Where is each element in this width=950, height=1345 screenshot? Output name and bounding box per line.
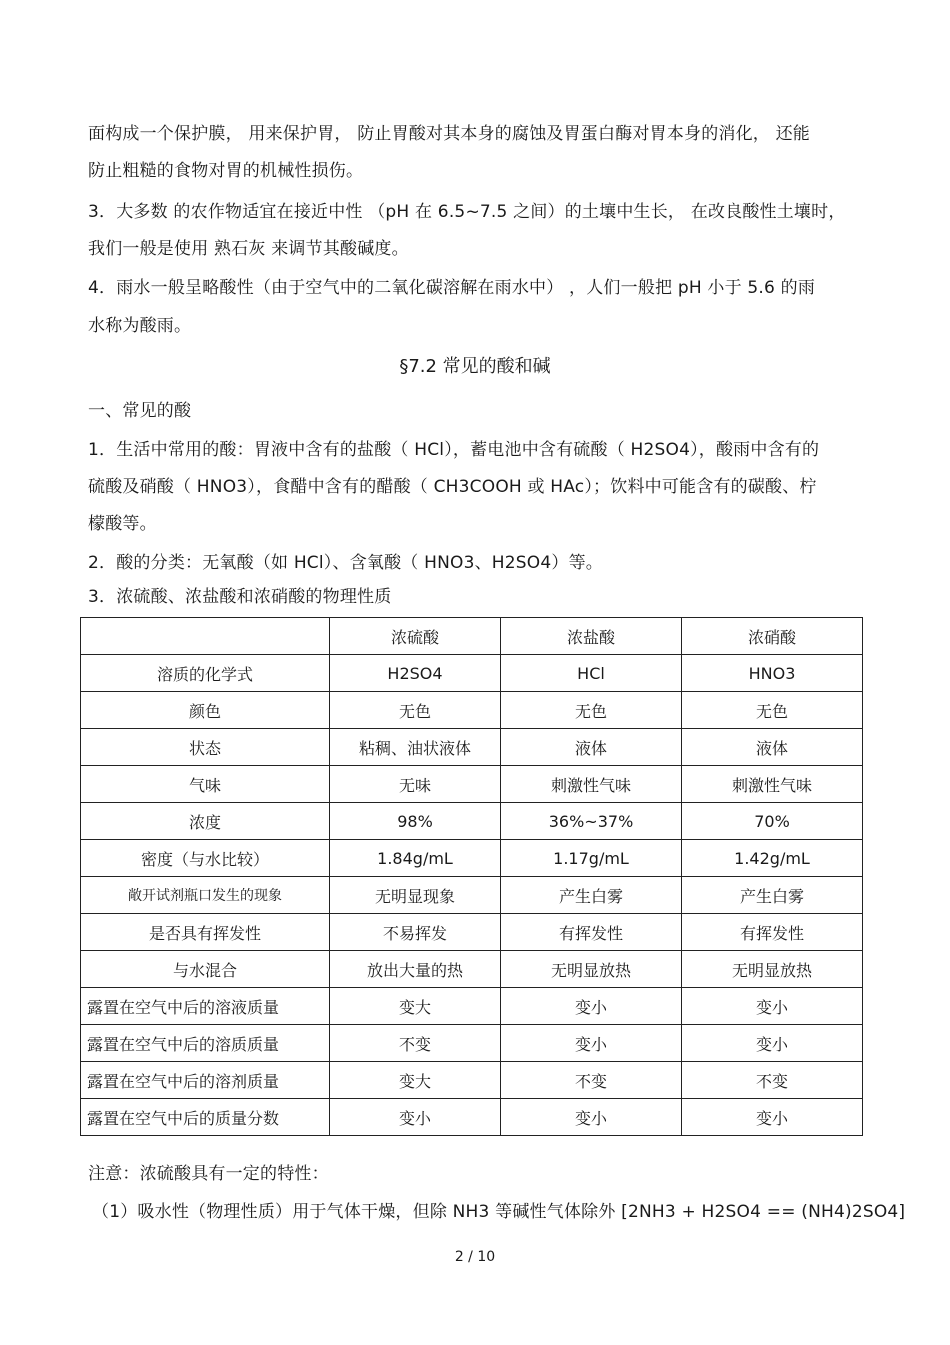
row-label-cell: 露置在空气中后的质量分数	[81, 1099, 330, 1136]
table-row	[81, 1099, 863, 1136]
table-row	[81, 692, 863, 729]
table-cell: 刺激性气味	[501, 766, 682, 803]
table-body	[81, 618, 863, 1136]
table-row	[81, 914, 863, 951]
table-cell: 变小	[682, 1099, 863, 1136]
table-cell: 不变	[682, 1062, 863, 1099]
table-cell: HNO3	[682, 655, 863, 692]
table-row	[81, 766, 863, 803]
paragraph-line: 面构成一个保护膜， 用来保护胃， 防止胃酸对其本身的腐蚀及胃蛋白酶对胃本身的消化， 还能	[88, 124, 811, 144]
table-row	[81, 988, 863, 1025]
table-cell: 变小	[501, 988, 682, 1025]
table-cell: 产生白雾	[682, 877, 863, 914]
row-label-cell: 状态	[81, 729, 330, 766]
paragraph-line: 防止粗糙的食物对胃的机械性损伤。	[88, 161, 364, 181]
row-label-cell: 浓度	[81, 803, 330, 840]
row-label-cell: 与水混合	[81, 951, 330, 988]
table-row	[81, 1062, 863, 1099]
table-cell: 1.42g/mL	[682, 840, 863, 877]
table-cell: 1.84g/mL	[330, 840, 501, 877]
table-cell: 变小	[501, 1025, 682, 1062]
table-row	[81, 1025, 863, 1062]
paragraph-line: 水称为酸雨。	[88, 316, 192, 336]
table-cell: 无味	[330, 766, 501, 803]
table-cell: 变小	[682, 988, 863, 1025]
section-title: §7.2 常见的酸和碱	[399, 356, 551, 377]
table-cell: 变小	[330, 1099, 501, 1136]
table-cell: 无明显现象	[330, 877, 501, 914]
row-label-cell: 露置在空气中后的溶液质量	[81, 988, 330, 1025]
row-label-cell: 颜色	[81, 692, 330, 729]
acid-properties-table	[80, 617, 863, 1136]
table-header-cell: 浓硝酸	[682, 618, 863, 655]
table-cell: 刺激性气味	[682, 766, 863, 803]
paragraph-line: 2．酸的分类：无氧酸（如 HCl）、含氧酸（ HNO3、H2SO4）等。	[88, 553, 603, 573]
table-row	[81, 729, 863, 766]
row-label-cell: 敞开试剂瓶口发生的现象	[81, 877, 330, 914]
table-cell: 无色	[330, 692, 501, 729]
paragraph-line: 檬酸等。	[88, 514, 157, 534]
table-cell: 不变	[330, 1025, 501, 1062]
note-line: 注意：浓硫酸具有一定的特性：	[88, 1164, 329, 1184]
table-cell: 变大	[330, 988, 501, 1025]
table-row	[81, 803, 863, 840]
table-header-cell	[81, 618, 330, 655]
table-cell: 变小	[501, 1099, 682, 1136]
table-row	[81, 877, 863, 914]
table-header-row	[81, 618, 863, 655]
table-cell: 有挥发性	[501, 914, 682, 951]
table-cell: 无色	[682, 692, 863, 729]
table-cell: 液体	[501, 729, 682, 766]
row-label-cell: 是否具有挥发性	[81, 914, 330, 951]
table-row	[81, 840, 863, 877]
table-cell: 36%~37%	[501, 803, 682, 840]
paragraph-line: 我们一般是使用 熟石灰 来调节其酸碱度。	[88, 239, 409, 259]
table-cell: 变小	[682, 1025, 863, 1062]
table-cell: 70%	[682, 803, 863, 840]
paragraph-line: 4．雨水一般呈略酸性（由于空气中的二氧化碳溶解在雨水中） ，人们一般把 pH 小于 5.6 的雨	[88, 278, 816, 298]
row-label-cell: 密度（与水比较）	[81, 840, 330, 877]
table-cell: 1.17g/mL	[501, 840, 682, 877]
row-label-cell: 露置在空气中后的溶剂质量	[81, 1062, 330, 1099]
table-header-cell: 浓硫酸	[330, 618, 501, 655]
table-cell: 不变	[501, 1062, 682, 1099]
table-header-cell: 浓盐酸	[501, 618, 682, 655]
table-cell: 无明显放热	[682, 951, 863, 988]
table-cell: 变大	[330, 1062, 501, 1099]
subsection-heading: 一、常见的酸	[88, 401, 192, 421]
table-cell: 98%	[330, 803, 501, 840]
table-row	[81, 655, 863, 692]
table-row	[81, 951, 863, 988]
paragraph-line: 硫酸及硝酸（ HNO3），食醋中含有的醋酸（ CH3COOH 或 HAc）；饮料中可能含有的碳酸、柠	[88, 477, 817, 497]
table-cell: 有挥发性	[682, 914, 863, 951]
row-label-cell: 露置在空气中后的溶质质量	[81, 1025, 330, 1062]
table-cell: 放出大量的热	[330, 951, 501, 988]
row-label-cell: 气味	[81, 766, 330, 803]
table-cell: 无明显放热	[501, 951, 682, 988]
paragraph-line: 1．生活中常用的酸：胃液中含有的盐酸（ HCl），蓄电池中含有硫酸（ H2SO4），酸雨中含有的	[88, 440, 820, 460]
table-cell: H2SO4	[330, 655, 501, 692]
table-cell: 粘稠、油状液体	[330, 729, 501, 766]
page-number: 2 / 10	[454, 1249, 496, 1265]
table-cell: 产生白雾	[501, 877, 682, 914]
table-cell: 无色	[501, 692, 682, 729]
table-cell: 液体	[682, 729, 863, 766]
paragraph-line: 3．大多数 的农作物适宜在接近中性 （pH 在 6.5~7.5 之间）的土壤中生长， 在改良酸性土壤时，	[88, 202, 846, 222]
paragraph-line: 3．浓硫酸、浓盐酸和浓硝酸的物理性质	[88, 587, 392, 607]
table-cell: 不易挥发	[330, 914, 501, 951]
table-cell: HCl	[501, 655, 682, 692]
note-item: （1）吸水性（物理性质）用于气体干燥，但除 NH3 等碱性气体除外 [2NH3 + H2SO4 == (NH4)2SO4]	[92, 1202, 906, 1222]
row-label-cell: 溶质的化学式	[81, 655, 330, 692]
